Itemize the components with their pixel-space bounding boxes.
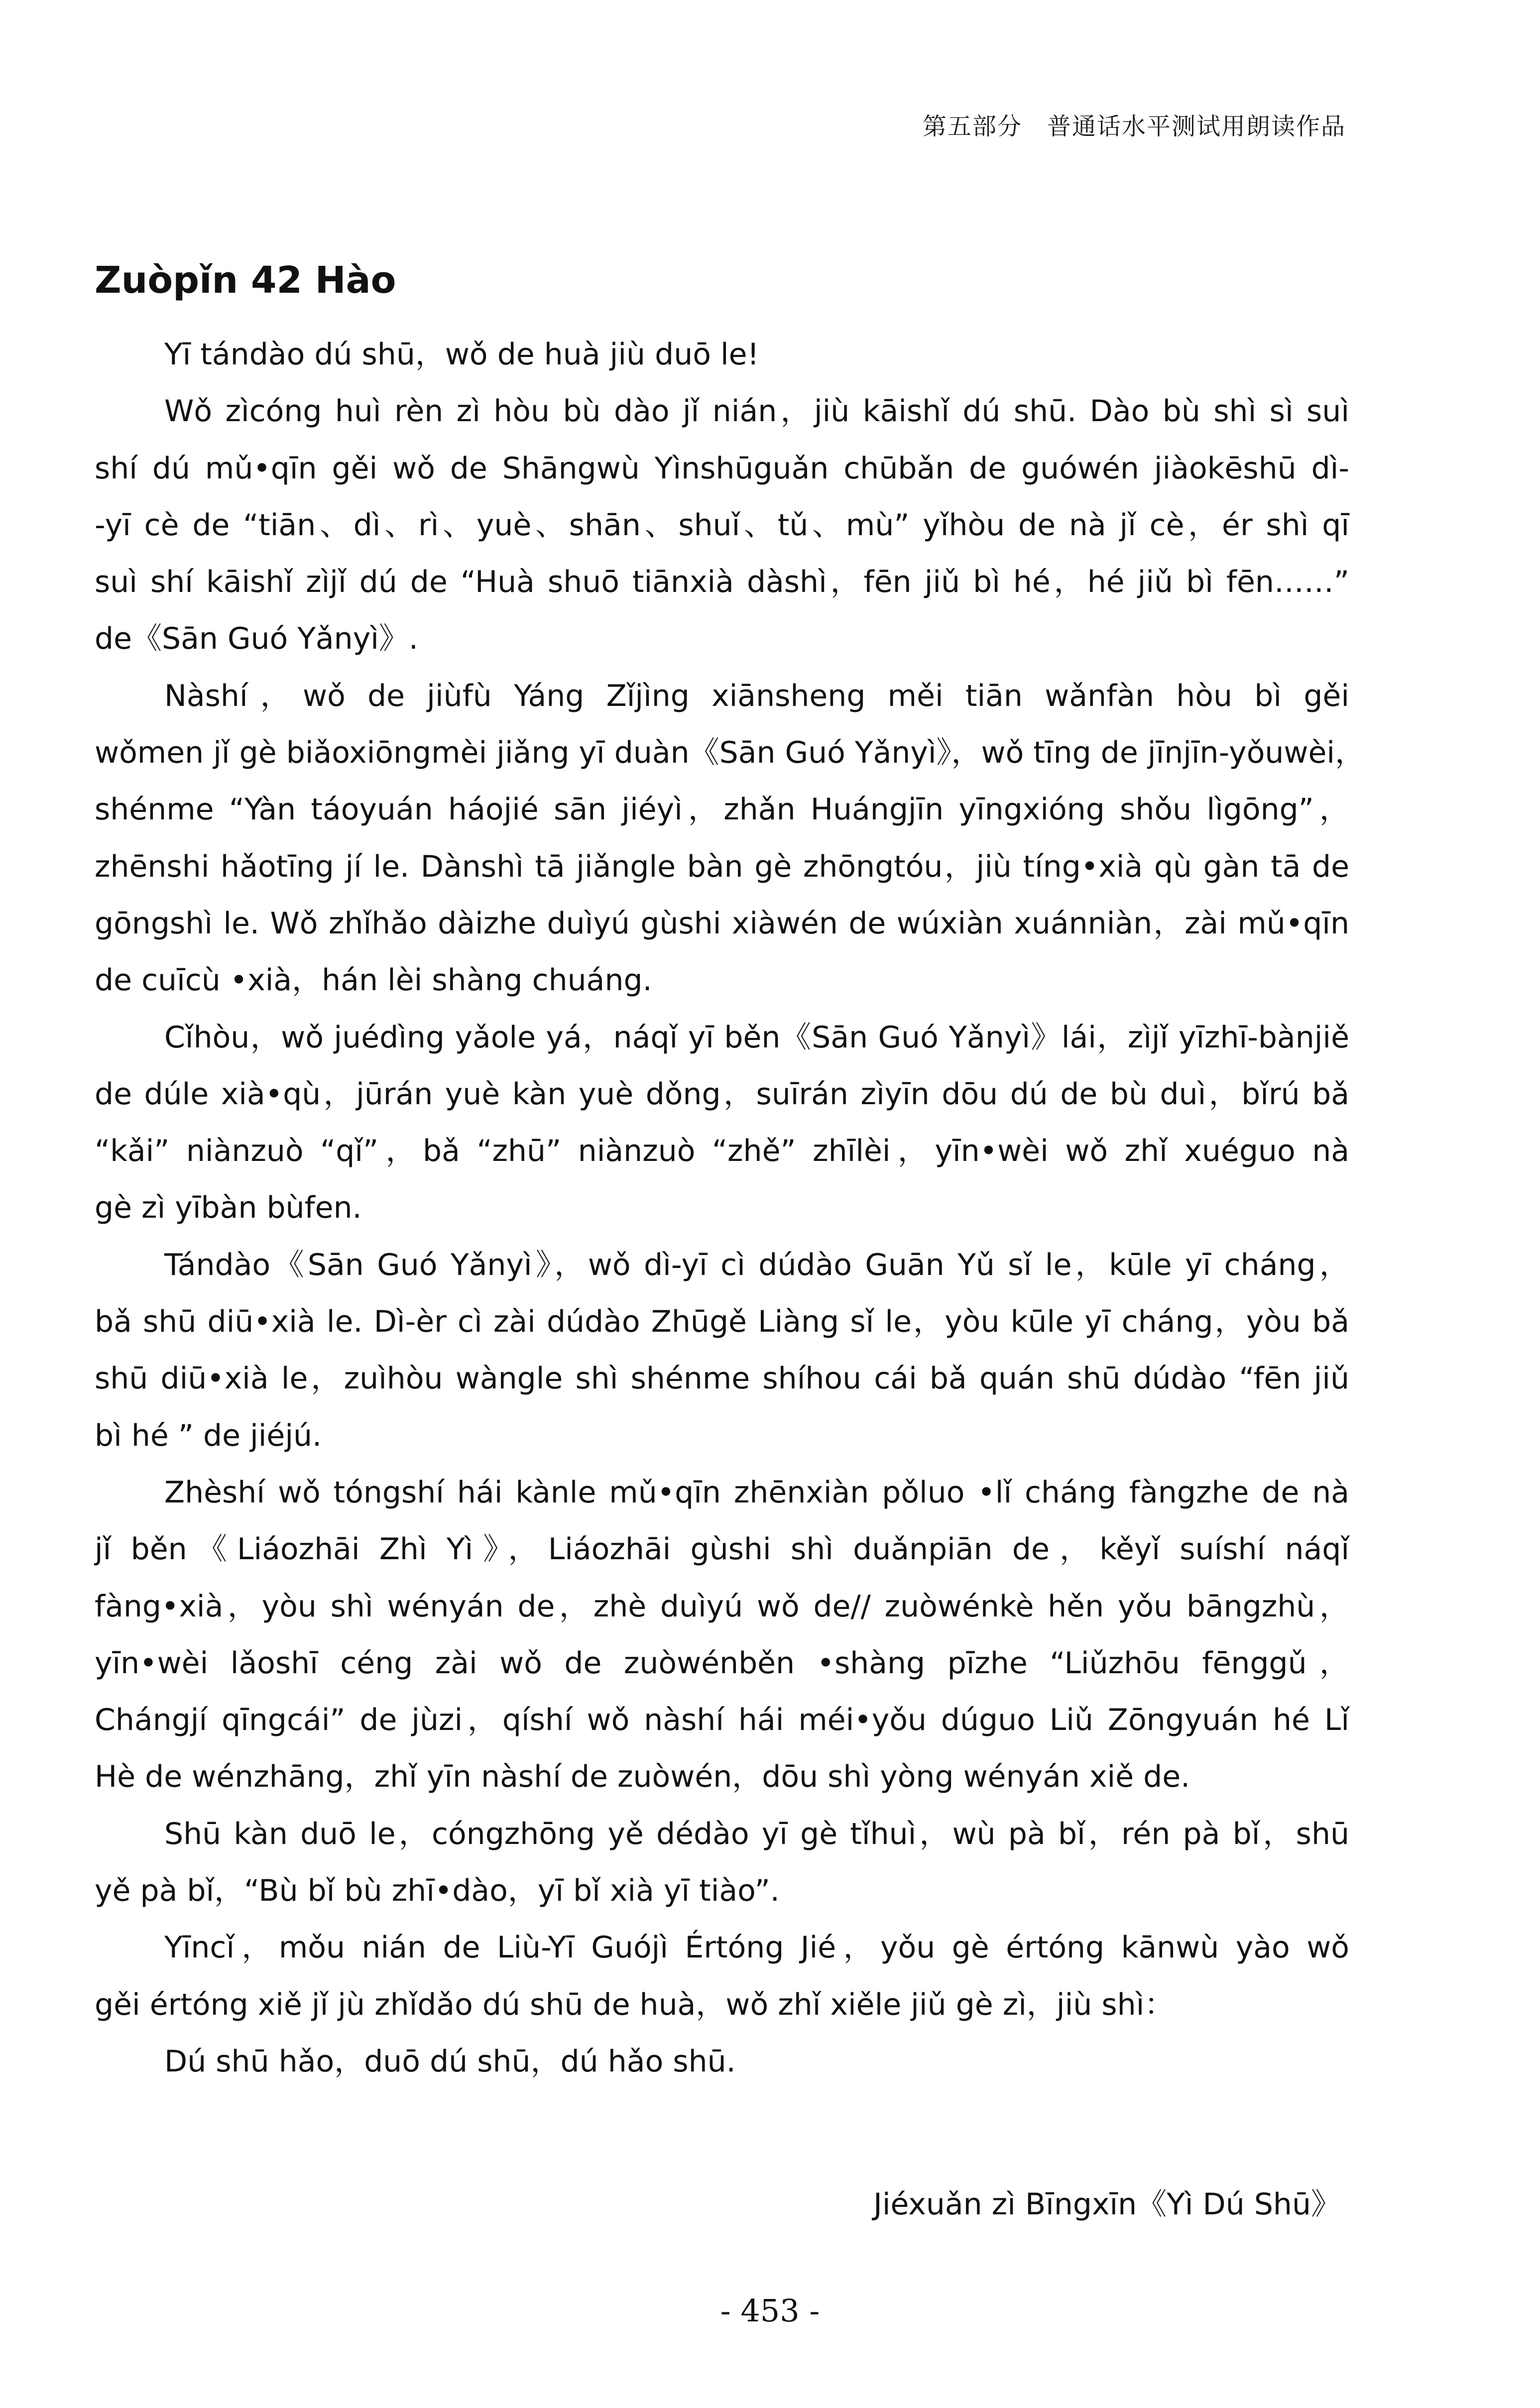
text-line: de cuīcù •xià，hán lèi shàng chuáng. — [95, 963, 652, 998]
text-line: Yī tándào dú shū，wǒ de huà jiù duō le! — [164, 337, 759, 372]
text-line: shénme “Yàn táoyuán háojié sān jiéyì，zhǎn Huángjīn yīngxióng shǒu lìgōng”， — [95, 792, 1349, 827]
text-line: wǒmen jǐ gè biǎoxiōngmèi jiǎng yī duàn《Sān Guó Yǎnyì》，wǒ tīng de jīnjīn-yǒuwèi， — [95, 735, 1365, 771]
text-line: Hè de wénzhāng，zhǐ yīn nàshí de zuòwén，dōu shì yòng wényán xiě de. — [95, 1759, 1190, 1795]
text-line: Wǒ zìcóng huì rèn zì hòu bù dào jǐ nián，jiù kāishǐ dú shū. Dào bù shì sì suì — [164, 394, 1349, 429]
running-header: 第五部分 普通话水平测试用朗读作品 — [922, 113, 1346, 140]
text-line: Zhèshí wǒ tóngshí hái kànle mǔ•qīn zhēnxiàn pǒluo •lǐ cháng fàngzhe de nà — [164, 1475, 1349, 1510]
text-line: bì hé ” de jiéjú. — [95, 1418, 322, 1453]
piece-title: Zuòpǐn 42 Hào — [95, 259, 396, 302]
text-line: Dú shū hǎo，duō dú shū，dú hǎo shū. — [164, 2044, 736, 2079]
text-line: de dúle xià•qù，jūrán yuè kàn yuè dǒng，suīrán zìyīn dōu dú de bù duì，bǐrú bǎ — [95, 1076, 1349, 1112]
text-line: de《Sān Guó Yǎnyì》. — [95, 621, 418, 657]
text-line: shí dú mǔ•qīn gěi wǒ de Shāngwù Yìnshūguǎn chūbǎn de guówén jiàokēshū dì- — [95, 451, 1349, 486]
text-line: jǐ běn《Liáozhāi Zhì Yì》，Liáozhāi gùshi shì duǎnpiān de，kěyǐ suíshí náqǐ — [95, 1532, 1349, 1567]
text-line: Shū kàn duō le，cóngzhōng yě dédào yī gè tǐhuì，wù pà bǐ，rén pà bǐ，shū — [164, 1816, 1349, 1851]
text-line: Yīncǐ，mǒu nián de Liù-Yī Guójì Értóng Jié，yǒu gè értóng kānwù yào wǒ — [164, 1930, 1349, 1965]
text-line: zhēnshi hǎotīng jí le. Dànshì tā jiǎngle bàn gè zhōngtóu，jiù tíng•xià qù gàn tā de — [95, 849, 1349, 884]
text-line: gěi értóng xiě jǐ jù zhǐdǎo dú shū de huà，wǒ zhǐ xiěle jiǔ gè zì，jiù shì： — [95, 1987, 1175, 2022]
text-line: Chángjí qīngcái” de jùzi，qíshí wǒ nàshí hái méi•yǒu dúguo Liǔ Zōngyuán hé Lǐ — [95, 1703, 1349, 1738]
body-text — [95, 326, 1365, 2090]
text-line: fàng•xià，yòu shì wényán de，zhè duìyú wǒ de// zuòwénkè hěn yǒu bāngzhù， — [95, 1589, 1349, 1624]
text-line: gè zì yībàn bùfen. — [95, 1190, 362, 1226]
text-line: shū diū•xià le，zuìhòu wàngle shì shénme shíhou cái bǎ quán shū dúdào “fēn jiǔ — [95, 1361, 1349, 1396]
source-attribution: Jiéxuǎn zì Bīngxīn《Yì Dú Shū》 — [873, 2187, 1341, 2222]
text-line: Tándào《Sān Guó Yǎnyì》，wǒ dì-yī cì dúdào Guān Yǔ sǐ le，kūle yī cháng， — [164, 1247, 1349, 1282]
page-number: - 453 - — [720, 2293, 820, 2329]
text-line: gōngshì le. Wǒ zhǐhǎo dàizhe duìyú gùshi xiàwén de wúxiàn xuánniàn，zài mǔ•qīn — [95, 906, 1349, 941]
text-line: yě pà bǐ，“Bù bǐ bù zhī•dào，yī bǐ xià yī tiào”. — [95, 1873, 780, 1909]
text-line: yīn•wèi lǎoshī céng zài wǒ de zuòwénběn •shàng pīzhe “Liǔzhōu fēnggǔ， — [95, 1645, 1349, 1681]
text-line: Cǐhòu，wǒ juédìng yǎole yá，náqǐ yī běn《Sān Guó Yǎnyì》lái，zìjǐ yīzhī-bànjiě — [164, 1020, 1349, 1055]
text-line: “kǎi” niànzuò “qǐ”，bǎ “zhū” niànzuò “zhě” zhīlèi，yīn•wèi wǒ zhǐ xuéguo nà — [95, 1134, 1349, 1169]
text-line: -yī cè de “tiān、dì、rì、yuè、shān、shuǐ、tǔ、mù” yǐhòu de nà jǐ cè，ér shì qī — [95, 507, 1349, 543]
text-line: bǎ shū diū•xià le. Dì-èr cì zài dúdào Zhūgě Liàng sǐ le，yòu kūle yī cháng，yòu bǎ — [95, 1304, 1349, 1340]
text-line: Nàshí，wǒ de jiùfù Yáng Zǐjìng xiānsheng měi tiān wǎnfàn hòu bì gěi — [164, 678, 1349, 713]
text-line: suì shí kāishǐ zìjǐ dú de “Huà shuō tiānxià dàshì，fēn jiǔ bì hé，hé jiǔ bì fēn……” — [95, 565, 1349, 600]
